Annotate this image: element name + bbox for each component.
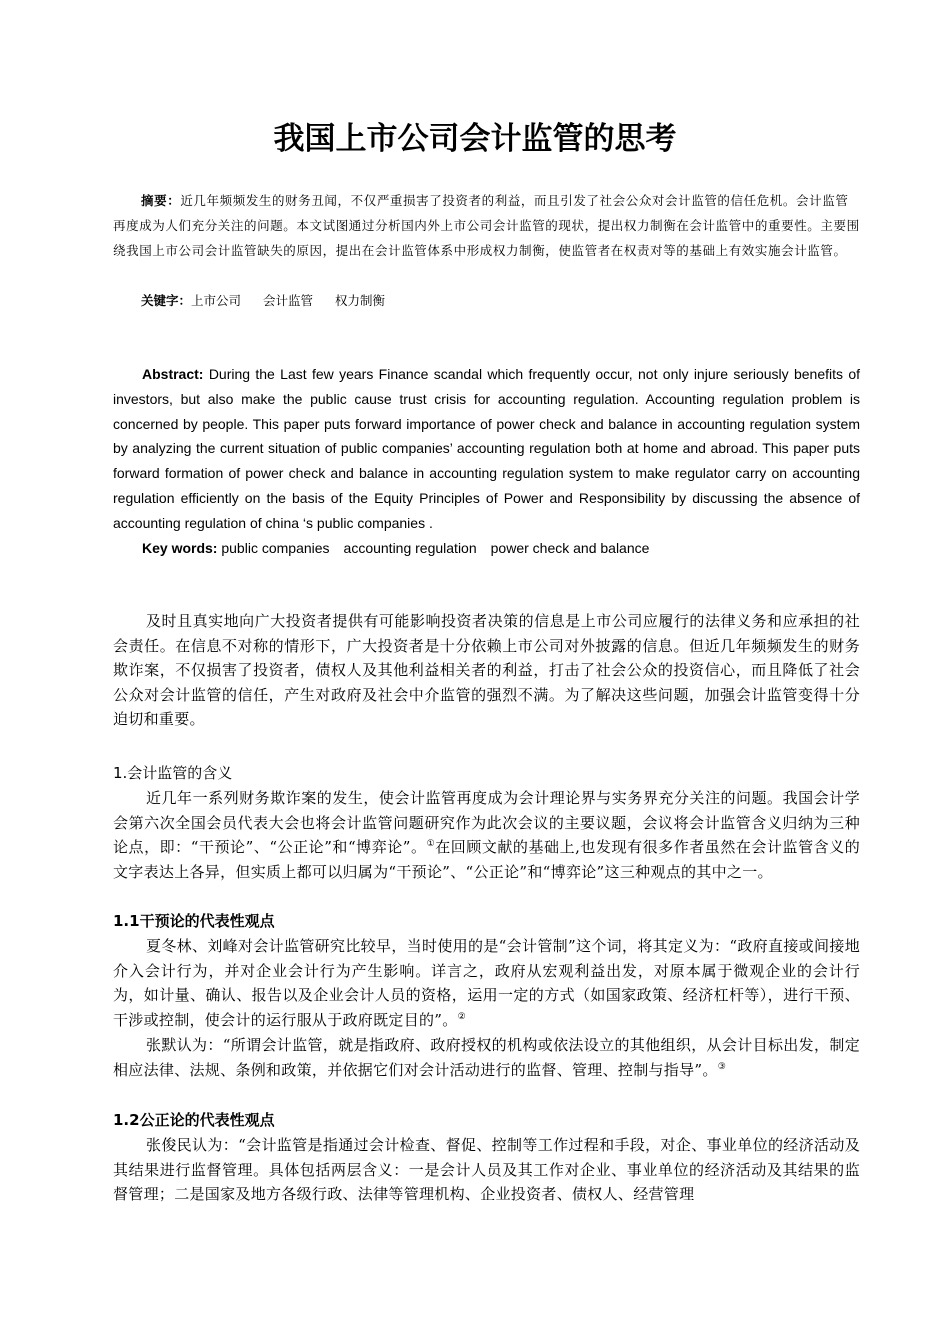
chinese-keywords: [141, 288, 860, 313]
footnote-marker: ②: [457, 1011, 466, 1022]
english-abstract-text: During the Last few years Finance scandal which frequently occur, not only injure seriously benefits of investors, but also make the public cause trust crisis for accounting regulation. Accounting regulation problem is concerned by people. This paper puts forward importance of power check and balance in accounting regulation system by analyzing the current situation of public companies’ accounting regulation both at home and abroad. This paper puts forward formation of power check and balance in accounting regulation system to make regulator carry on accounting regulation efficiently on the basis of the Equity Principles of Power and Responsibility by discussing the absence of accounting regulation of china ‘s public companies .: [113, 366, 861, 531]
chinese-keyword: 会计监管: [263, 293, 314, 308]
footnote-marker: ③: [717, 1061, 727, 1072]
footnote-marker: ①: [426, 839, 436, 849]
section-1-1-paragraph-2: [113, 1033, 860, 1082]
chinese-abstract: [113, 188, 860, 263]
english-keywords: [142, 536, 860, 561]
english-keyword: public companies: [221, 540, 330, 556]
section-1-paragraph: [113, 786, 860, 884]
section-1-1-text-2: 张默认为：“所谓会计监管，就是指政府、政府授权的机构或依法设立的其他组织，从会计目标出发，制定相应法律、法规、条例和政策，并依据它们对会计活动进行的监督、管理、控制与指导”。: [113, 1036, 860, 1079]
section-1-heading: 1.会计监管的含义: [113, 764, 233, 782]
section-1-text-b: 在回顾文献的基础上,也发现有很多作者虽然在会计监管含义的文字表达上各异，但实质上都可以归属为“干预论”、“公正论”和“博弈论”这三种观点的其中之一。: [113, 838, 861, 881]
section-1-text-a: 近几年一系列财务欺诈案的发生，使会计监管再度成为会计理论界与实务界充分关注的问题。我国会计学会第六次全国会员代表大会也将会计监管问题研究作为此次会议的主要议题，会议将会计监管含义归纳为三种论点，即：“干预论”、“公正论”和“博弈论”。: [113, 789, 860, 856]
section-1-2-paragraph-1: 张俊民认为：“会计监管是指通过会计检查、督促、控制等工作过程和手段，对企、事业单位的经济活动及其结果进行监督管理。具体包括两层含义：一是会计人员及其工作对企业、事业单位的经济活动及其结果的监督管理；二是国家及地方各级行政、法律等管理机构、企业投资者、债权人、经营管理: [113, 1136, 860, 1203]
chinese-abstract-label: 摘要：: [141, 193, 181, 208]
intro-paragraph: 及时且真实地向广大投资者提供有可能影响投资者决策的信息是上市公司应履行的法律义务和应承担的社会责任。在信息不对称的情形下，广大投资者是十分依赖上市公司对外披露的信息。但近几年频频发生的财务欺诈案，不仅损害了投资者，债权人及其他利益相关者的利益，打击了社会公众的投资信心，而且降低了社会公众对会计监管的信任，产生对政府及社会中介监管的强烈不满。为了解决这些问题，加强会计监管变得十分迫切和重要。: [113, 612, 860, 728]
english-keyword: power check and balance: [490, 540, 650, 556]
english-abstract: [113, 362, 860, 536]
chinese-keywords-label: 关键字：: [141, 293, 192, 308]
paper-title: 我国上市公司会计监管的思考: [273, 121, 677, 157]
english-keyword: accounting regulation: [343, 540, 477, 556]
section-1-2-heading: 1.2公正论的代表性观点: [113, 1111, 275, 1129]
chinese-abstract-text: 近几年频频发生的财务丑闻，不仅严重损害了投资者的利益，而且引发了社会公众对会计监管的信任危机。会计监管再度成为人们充分关注的问题。本文试图通过分析国内外上市公司会计监管的现状，提出权力制衡在会计监管中的重要性。主要围绕我国上市公司会计监管缺失的原因，提出在会计监管体系中形成权力制衡，使监管者在权责对等的基础上有效实施会计监管。: [113, 193, 860, 258]
section-1-1-text-1: 夏冬林、刘峰对会计监管研究比较早，当时使用的是“会计管制”这个词，将其定义为：“政府直接或间接地介入会计行为，并对企业会计行为产生影响。详言之，政府从宏观利益出发，对原本属于微观企业的会计行为，如计量、确认、报告以及企业会计人员的资格，运用一定的方式（如国家政策、经济杠杆等），进行干预、干涉或控制，使会计的运行服从于政府既定目的”。: [113, 937, 860, 1029]
chinese-keyword: 权力制衡: [335, 293, 386, 308]
section-1-1-paragraph-1: [113, 934, 860, 1032]
section-1-1-heading: 1.1干预论的代表性观点: [113, 912, 275, 930]
chinese-keyword: 上市公司: [191, 293, 242, 308]
english-abstract-label: Abstract:: [142, 366, 204, 382]
english-keywords-label: Key words:: [142, 540, 218, 556]
